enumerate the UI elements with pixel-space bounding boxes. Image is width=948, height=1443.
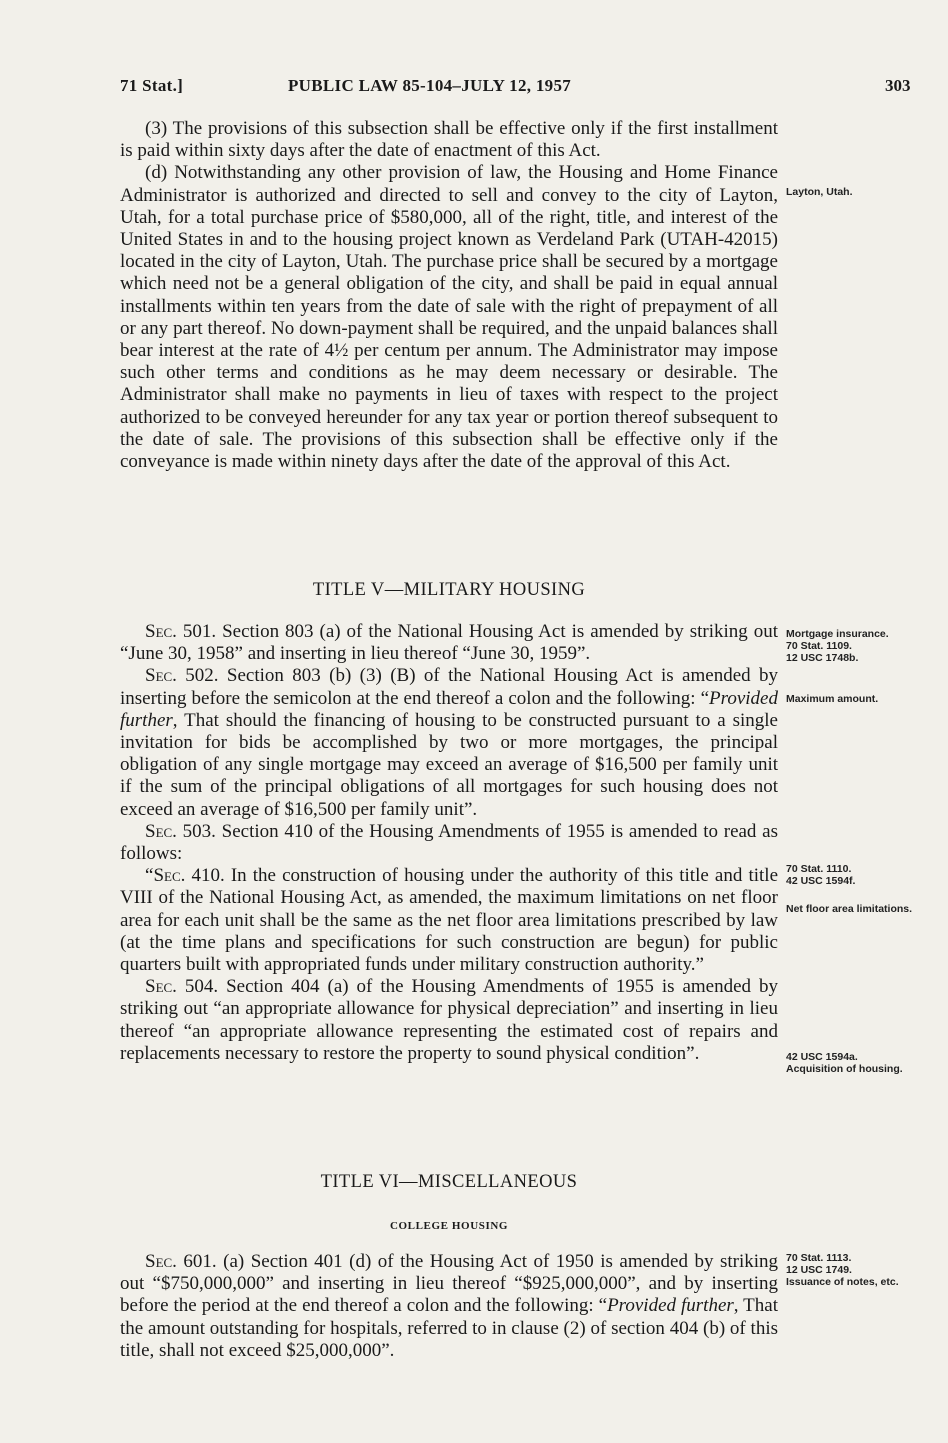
margin-note-acquisition: 42 USC 1594a. Acquisition of housing.	[786, 1051, 903, 1075]
body-block-subsection-d	[120, 118, 778, 473]
sec-label: Sec.	[153, 865, 186, 887]
section-601-text-a: 601. (a) Section 401 (d) of the Housing Act of 1950 is amended by striking out “$750,000,000” and inserting in lieu thereof “$925,000,000”, and by inserting before the period at the end thereof a colon and the following: “	[120, 1251, 778, 1317]
statute-volume-label: 71 Stat.]	[120, 76, 184, 95]
open-quote: “	[145, 865, 154, 887]
section-503	[120, 821, 778, 865]
margin-note-layton: Layton, Utah.	[786, 186, 853, 198]
college-housing-subheading: COLLEGE HOUSING	[389, 1220, 509, 1232]
section-502-proviso: Provided further	[120, 687, 778, 731]
body-block-title-v	[120, 621, 778, 1065]
margin-note-mortgage-insurance: Mortgage insurance. 70 Stat. 1109. 12 USC 1748b.	[786, 628, 889, 664]
section-501	[120, 621, 778, 665]
section-601	[120, 1251, 778, 1362]
running-header-title: PUBLIC LAW 85-104–JULY 12, 1957	[288, 76, 572, 95]
margin-note-issuance: 70 Stat. 1113. 12 USC 1749. Issuance of notes, etc.	[786, 1252, 899, 1288]
margin-note-net-floor-area: Net floor area limitations.	[786, 903, 913, 915]
section-601-text-b: , That the amount outstanding for hospitals, referred to in clause (2) of section 404 (b) of this title, shall not exceed $25,000,000”.	[120, 1295, 778, 1361]
paragraph-3: (3) The provisions of this subsection shall be effective only if the first installment is paid within sixty days after the date of enactment of this Act.	[120, 118, 778, 162]
sec-label: Sec.	[145, 1251, 177, 1272]
body-block-title-vi	[120, 1251, 778, 1362]
paragraph-d: (d) Notwithstanding any other provision of law, the Housing and Home Finance Administrator is authorized and directed to sell and convey to the city of Layton, Utah, for a total purchase price of $580,000, all of the right, title, and interest of the United States in and to the housing project known as Verdeland Park (UTAH-42015) located in the city of Layton, Utah. The purchase price shall be secured by a mortgage which need not be a general obligation of the city, and shall be paid in equal annual installments within ten years from the date of sale with the right of prepayment of all or any part thereof. No down-payment shall be required, and the unpaid balances shall bear interest at the rate of 4½ per centum per annum. The Administrator may impose such other terms and conditions as he may deem necessary or desirable. The Administrator shall make no payments in lieu of taxes with respect to the project authorized to be conveyed hereunder for any tax year or portion thereof subsequent to the date of sale. The provisions of this subsection shall be effective only if the conveyance is made within ninety days after the date of the approval of this Act.	[120, 162, 778, 473]
sec-label: Sec.	[145, 820, 177, 842]
sec-label: Sec.	[145, 621, 177, 642]
margin-note-maximum-amount: Maximum amount.	[786, 693, 879, 705]
page-number: 303	[885, 76, 911, 95]
section-504-text: 504. Section 404 (a) of the Housing Amendments of 1955 is amended by striking out “an appropriate allowance for physical depreciation” and inserting in lieu thereof “an appropriate allowance representing the estimated cost of repairs and replacements necessary to restore the property to sound physical condition”.	[120, 976, 778, 1064]
section-601-proviso: Provided further	[607, 1295, 734, 1317]
section-501-text: 501. Section 803 (a) of the National Housing Act is amended by striking out “June 30, 1958” and inserting in lieu thereof “June 30, 1959”.	[120, 621, 778, 665]
section-503-text: 503. Section 410 of the Housing Amendments of 1955 is amended to read as follows:	[120, 820, 778, 865]
section-410-quote	[120, 865, 778, 976]
section-504	[120, 976, 778, 1065]
sec-label: Sec.	[145, 976, 177, 998]
section-502-text-b: , That should the financing of housing to be constructed pursuant to a single invitation for bids be accomplished by two or more mortgages, the principal obligation of any single mortgage may exceed an average of $16,500 per family unit if the sum of the principal obligations of all mortgages for such housing does not exceed an average of $16,500 per family unit”.	[120, 709, 778, 820]
sec-label: Sec.	[145, 665, 177, 687]
margin-note-70-stat-1110: 70 Stat. 1110. 42 USC 1594f.	[786, 863, 856, 887]
section-502	[120, 665, 778, 820]
section-410-text: 410. In the construction of housing under the authority of this title and title VIII of the National Housing Act, as amended, the maximum limitations on net floor area for each unit shall be the same as the net floor area limitations prescribed by law (at the time plans and specifications for such construction are begun) for public quarters built with appropriated funds under military construction authority.”	[120, 865, 778, 976]
title-v-heading: TITLE V—MILITARY HOUSING	[312, 580, 586, 600]
section-502-text-a: 502. Section 803 (b) (3) (B) of the National Housing Act is amended by inserting before the semicolon at the end thereof a colon and the following: “	[120, 665, 778, 709]
title-vi-heading: TITLE VI—MISCELLANEOUS	[320, 1172, 578, 1192]
